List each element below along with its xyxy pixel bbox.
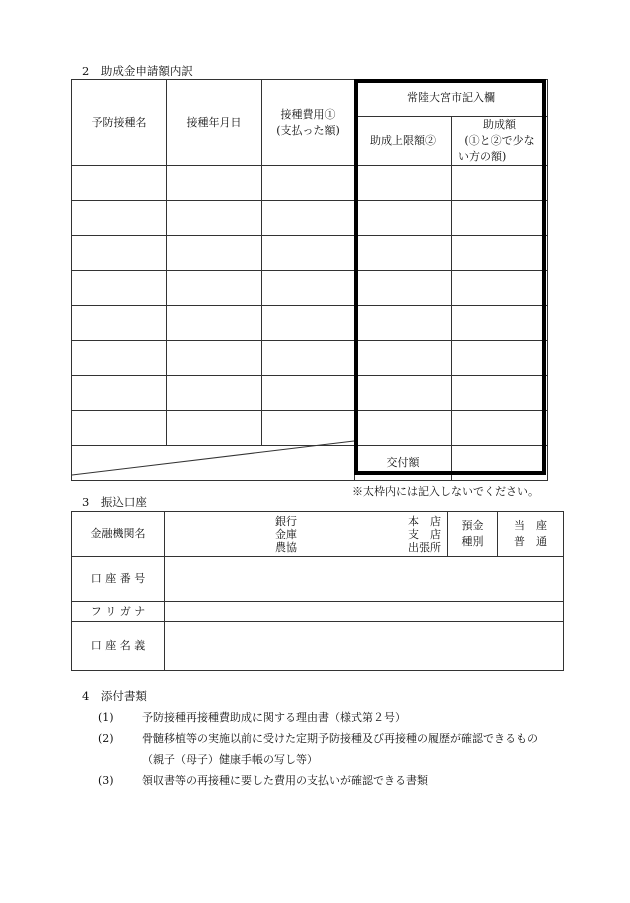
institution-input[interactable]	[165, 512, 448, 557]
subsidy-breakdown-table	[71, 79, 548, 481]
section3-title: 3 振込口座	[82, 495, 147, 509]
cell-cost[interactable]	[262, 236, 355, 271]
cell-date[interactable]	[167, 271, 262, 306]
cell-limit	[355, 166, 452, 201]
deposit-type-options[interactable]	[498, 512, 564, 557]
cell-amount	[452, 341, 548, 376]
cell-vaccine[interactable]	[72, 271, 167, 306]
list-item: (3) 領収書等の再接種に要した費用の支払いが確認できる書類	[98, 774, 428, 787]
note-text: ※太枠内には記入しないでください。	[352, 485, 539, 498]
cell-cost[interactable]	[262, 271, 355, 306]
bank-type-nokyo: 農協	[275, 541, 297, 554]
cell-cost[interactable]	[262, 306, 355, 341]
header-limit: 助成上限額②	[355, 117, 452, 166]
table-row	[72, 376, 548, 411]
header-date: 接種年月日	[167, 80, 262, 166]
cell-amount	[452, 306, 548, 341]
branch-type-office: 出張所	[408, 541, 441, 554]
cell-date[interactable]	[167, 376, 262, 411]
cell-limit	[355, 376, 452, 411]
cell-limit	[355, 341, 452, 376]
cell-vaccine[interactable]	[72, 236, 167, 271]
bank-account-table	[71, 511, 564, 671]
cell-date[interactable]	[167, 166, 262, 201]
diagonal-slash	[71, 440, 355, 476]
header-cost-line2: (支払った額)	[276, 123, 340, 137]
furigana-field[interactable]	[165, 602, 564, 622]
header-amount-line2: (①と②で少な	[464, 134, 535, 147]
cell-limit	[355, 201, 452, 236]
cell-cost[interactable]	[262, 166, 355, 201]
cell-limit	[355, 411, 452, 446]
total-amount-cell	[452, 446, 548, 481]
cell-date[interactable]	[167, 236, 262, 271]
account-name-field[interactable]	[165, 622, 564, 671]
deposit-label-2: 種別	[461, 535, 484, 548]
institution-label: 金融機関名	[72, 512, 165, 557]
list-item: （親子（母子）健康手帳の写し等）	[142, 753, 318, 766]
cell-cost[interactable]	[262, 376, 355, 411]
table-row	[72, 166, 548, 201]
cell-amount	[452, 376, 548, 411]
account-number-field[interactable]	[165, 557, 564, 602]
section4-title: 4 添付書類	[82, 689, 147, 703]
furigana-label: フ リ ガ ナ	[72, 602, 165, 622]
cell-amount	[452, 201, 548, 236]
bank-type-list	[275, 515, 297, 554]
list-item: (1) 予防接種再接種費助成に関する理由書（様式第２号）	[98, 711, 406, 724]
header-amount-line3: い方の額)	[458, 150, 507, 163]
cell-amount	[452, 166, 548, 201]
header-cost-line1: 接種費用①	[280, 107, 336, 121]
cell-amount	[452, 411, 548, 446]
cell-date[interactable]	[167, 306, 262, 341]
table-row	[72, 236, 548, 271]
cell-vaccine[interactable]	[72, 341, 167, 376]
table-row	[72, 271, 548, 306]
cell-date[interactable]	[167, 341, 262, 376]
attachment-list	[80, 707, 538, 791]
cell-vaccine[interactable]	[72, 376, 167, 411]
account-name-label: 口 座 名 義	[72, 622, 165, 671]
table-row	[72, 341, 548, 376]
branch-type-list	[408, 515, 441, 554]
list-item: (2) 骨髄移植等の実施以前に受けた定期予防接種及び再接種の履歴が確認できるもの	[98, 732, 538, 745]
cell-limit	[355, 236, 452, 271]
cell-vaccine[interactable]	[72, 201, 167, 236]
cell-cost[interactable]	[262, 341, 355, 376]
header-cost	[262, 80, 355, 166]
header-city-box: 常陸大宮市記入欄	[355, 80, 548, 117]
header-vaccine-name: 予防接種名	[72, 80, 167, 166]
header-amount-line1: 助成額	[483, 118, 516, 131]
header-amount	[452, 117, 548, 166]
deposit-type-label	[448, 512, 498, 557]
branch-type-branch: 支 店	[408, 528, 441, 541]
branch-type-main: 本 店	[408, 515, 441, 528]
deposit-option-checking[interactable]: 当 座	[514, 519, 547, 532]
account-number-label: 口 座 番 号	[72, 557, 165, 602]
table-row	[72, 201, 548, 236]
cell-amount	[452, 236, 548, 271]
cell-date[interactable]	[167, 201, 262, 236]
cell-cost[interactable]	[262, 201, 355, 236]
bank-type-shinkin: 金庫	[275, 528, 297, 541]
cell-amount	[452, 271, 548, 306]
bank-type-bank: 銀行	[275, 515, 297, 528]
cell-vaccine[interactable]	[72, 306, 167, 341]
deposit-option-savings[interactable]: 普 通	[514, 535, 547, 548]
total-label: 交付額	[355, 446, 452, 481]
section2-title: 2 助成金申請額内訳	[82, 64, 193, 78]
deposit-label-1: 預金	[461, 519, 484, 532]
table-row	[72, 306, 548, 341]
cell-vaccine[interactable]	[72, 166, 167, 201]
cell-limit	[355, 271, 452, 306]
cell-limit	[355, 306, 452, 341]
